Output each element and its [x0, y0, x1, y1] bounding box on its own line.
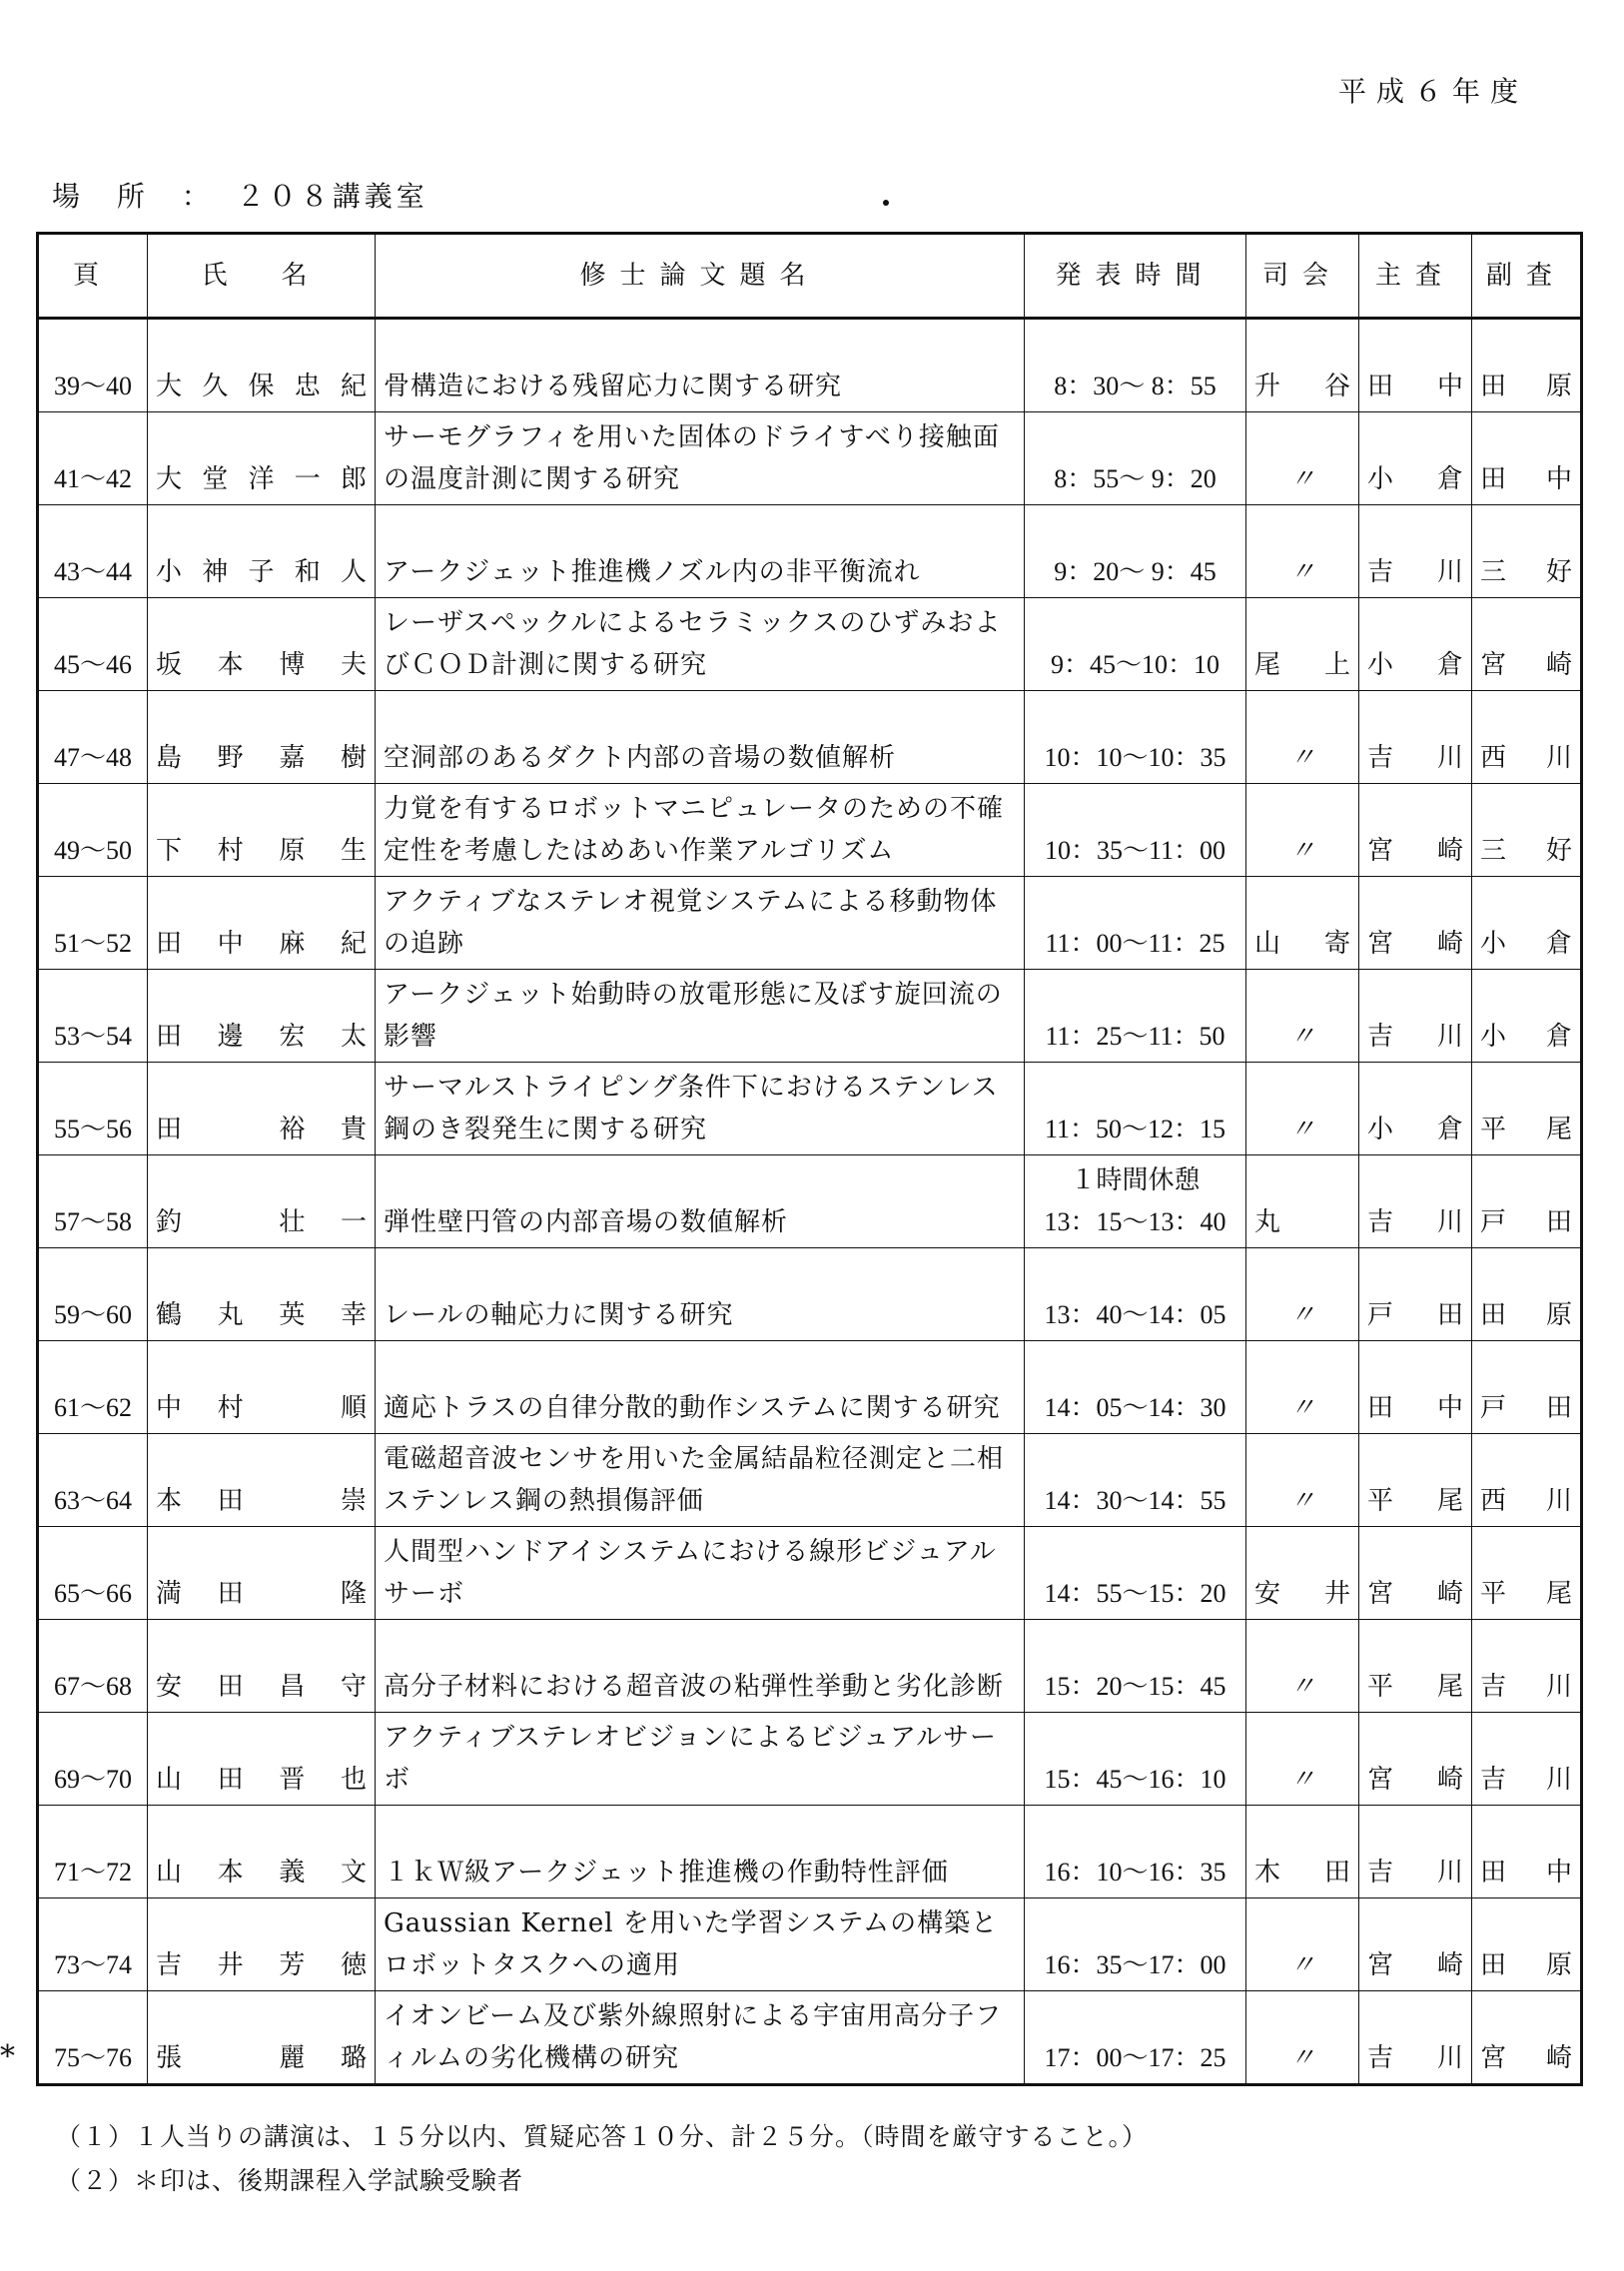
row-sub-examiner: 戸 田 [1472, 1341, 1582, 1434]
row-sub-examiner: 田 原 [1472, 1248, 1582, 1341]
table-row [38, 1434, 1582, 1527]
row-page-range: 53〜54 [38, 970, 148, 1063]
presentation-schedule-table [36, 232, 1583, 2086]
row-sub-examiner: 吉 川 [1472, 1713, 1582, 1806]
row-chief-examiner: 田 中 [1359, 1341, 1472, 1434]
table-row [38, 1806, 1582, 1898]
row-presentation-time [1025, 1620, 1246, 1713]
row-thesis-title: サーマルストライピング条件下におけるステンレス鋼のき裂発生に関する研究 [376, 1063, 1025, 1155]
row-chairperson: 丸 [1246, 1155, 1359, 1248]
row-presentation-time [1025, 1991, 1246, 2085]
row-sub-examiner: 田 中 [1472, 1806, 1582, 1898]
row-time-range: 8：30〜 8：55 [1054, 372, 1217, 400]
row-time-range: 16：10〜16：35 [1044, 1858, 1226, 1887]
row-sub-examiner: 田 中 [1472, 412, 1582, 505]
row-sub-examiner: 平 尾 [1472, 1063, 1582, 1155]
row-sub-examiner: 小 倉 [1472, 877, 1582, 970]
row-chairperson: 〃 [1246, 1063, 1359, 1155]
row-presentation-time [1025, 412, 1246, 505]
row-time-range: 10：35〜11：00 [1044, 836, 1226, 865]
row-thesis-title: サーモグラフィを用いた固体のドライすべり接触面の温度計測に関する研究 [376, 412, 1025, 505]
row-presentation-time [1025, 598, 1246, 691]
row-thesis-title: １ｋＷ級アークジェット推進機の作動特性評価 [376, 1806, 1025, 1898]
row-student-name: 満田 隆 [148, 1527, 376, 1620]
row-sub-examiner: 宮 崎 [1472, 1991, 1582, 2085]
row-time-note: １時間休憩 [1070, 1165, 1201, 1194]
row-page-range: 39〜40 [38, 319, 148, 412]
row-student-name: 島野嘉樹 [148, 691, 376, 784]
table-body [38, 319, 1582, 2085]
row-chairperson: 尾 上 [1246, 598, 1359, 691]
row-thesis-title: レールの軸応力に関する研究 [376, 1248, 1025, 1341]
row-time-range: 8：55〜 9：20 [1054, 464, 1217, 493]
row-page-range: 51〜52 [38, 877, 148, 970]
row-student-name: 小神子和人 [148, 505, 376, 598]
table-row [38, 505, 1582, 598]
row-chief-examiner: 田 中 [1359, 319, 1472, 412]
row-thesis-title: 適応トラスの自律分散的動作システムに関する研究 [376, 1341, 1025, 1434]
row-student-name: 大堂洋一郎 [148, 412, 376, 505]
row-chairperson: 〃 [1246, 1341, 1359, 1434]
row-time-range: 14：30〜14：55 [1044, 1486, 1226, 1515]
row-page-range: 59〜60 [38, 1248, 148, 1341]
row-time-range: 11：00〜11：25 [1045, 929, 1225, 958]
row-chairperson: 〃 [1246, 1620, 1359, 1713]
row-chairperson: 〃 [1246, 1248, 1359, 1341]
row-sub-examiner: 西 川 [1472, 691, 1582, 784]
row-presentation-time [1025, 1063, 1246, 1155]
row-page-range: 57〜58 [38, 1155, 148, 1248]
row-time-range: 10：10〜10：35 [1044, 743, 1226, 772]
row-thesis-title: アークジェット始動時の放電形態に及ぼす旋回流の影響 [376, 970, 1025, 1063]
table-row [38, 691, 1582, 784]
row-time-range: 14：05〜14：30 [1044, 1393, 1226, 1422]
row-thesis-title: アクティブなステレオ視覚システムによる移動物体の追跡 [376, 877, 1025, 970]
row-student-name: 田中麻紀 [148, 877, 376, 970]
row-time-range: 13：40〜14：05 [1044, 1300, 1226, 1329]
row-chief-examiner: 小 倉 [1359, 598, 1472, 691]
table-row [38, 1063, 1582, 1155]
table-row [38, 412, 1582, 505]
fiscal-year: 平成６年度 [1338, 75, 1529, 108]
row-page-range: 75〜76 [38, 1991, 148, 2085]
row-time-range: 11：25〜11：50 [1045, 1022, 1225, 1051]
row-sub-examiner: 戸 田 [1472, 1155, 1582, 1248]
footnote-2: （２）＊印は、後期課程入学試験受験者 [56, 2166, 524, 2195]
row-chief-examiner: 吉 川 [1359, 1806, 1472, 1898]
row-chief-examiner: 小 倉 [1359, 1063, 1472, 1155]
row-chairperson: 升 谷 [1246, 319, 1359, 412]
row-student-name: 本田 崇 [148, 1434, 376, 1527]
row-student-name: 吉井芳徳 [148, 1898, 376, 1991]
row-time-range: 16：35〜17：00 [1044, 1950, 1226, 1979]
row-chief-examiner: 宮 崎 [1359, 1898, 1472, 1991]
row-chief-examiner: 吉 川 [1359, 1155, 1472, 1248]
row-sub-examiner: 西 川 [1472, 1434, 1582, 1527]
row-chairperson: 〃 [1246, 1898, 1359, 1991]
row-chairperson: 山 寄 [1246, 877, 1359, 970]
row-presentation-time [1025, 691, 1246, 784]
row-student-name: 安田昌守 [148, 1620, 376, 1713]
row-thesis-title: 電磁超音波センサを用いた金属結晶粒径測定と二相ステンレス鋼の熱損傷評価 [376, 1434, 1025, 1527]
row-chief-examiner: 吉 川 [1359, 505, 1472, 598]
row-presentation-time [1025, 1434, 1246, 1527]
row-page-range: 55〜56 [38, 1063, 148, 1155]
table-row [38, 784, 1582, 877]
row-sub-examiner: 平 尾 [1472, 1527, 1582, 1620]
row-presentation-time [1025, 784, 1246, 877]
row-thesis-title: 骨構造における残留応力に関する研究 [376, 319, 1025, 412]
table-row [38, 1527, 1582, 1620]
row-presentation-time [1025, 1713, 1246, 1806]
row-time-range: 11：50〜12：15 [1044, 1115, 1226, 1143]
venue-line [52, 175, 428, 215]
row-chief-examiner: 吉 川 [1359, 1991, 1472, 2085]
row-student-name: 鶴丸英幸 [148, 1248, 376, 1341]
row-chief-examiner: 吉 川 [1359, 970, 1472, 1063]
row-chairperson: 〃 [1246, 970, 1359, 1063]
row-sub-examiner: 三 好 [1472, 505, 1582, 598]
row-student-name: 田邊宏太 [148, 970, 376, 1063]
row-time-range: 17：00〜17：25 [1044, 2043, 1226, 2072]
venue-label: 場 所 ： [52, 180, 224, 213]
table-row [38, 1341, 1582, 1434]
row-student-name: 下村原生 [148, 784, 376, 877]
row-sub-examiner: 田 原 [1472, 319, 1582, 412]
row-thesis-title: 空洞部のあるダクト内部の音場の数値解析 [376, 691, 1025, 784]
row-chief-examiner: 平 尾 [1359, 1620, 1472, 1713]
row-chairperson: 〃 [1246, 784, 1359, 877]
row-presentation-time [1025, 1898, 1246, 1991]
row-chief-examiner: 平 尾 [1359, 1434, 1472, 1527]
table-row [38, 598, 1582, 691]
header-chief-examiner: 主査 [1359, 234, 1472, 319]
header-chair: 司会 [1246, 234, 1359, 319]
row-page-range: 73〜74 [38, 1898, 148, 1991]
row-presentation-time [1025, 1341, 1246, 1434]
row-sub-examiner: 小 倉 [1472, 970, 1582, 1063]
row-time-range: 13：15〜13：40 [1044, 1207, 1226, 1236]
row-chairperson: 〃 [1246, 1713, 1359, 1806]
table-row [38, 1248, 1582, 1341]
row-chief-examiner: 宮 崎 [1359, 1713, 1472, 1806]
table-row [38, 877, 1582, 970]
row-thesis-title: アクティブステレオビジョンによるビジュアルサーボ [376, 1713, 1025, 1806]
row-thesis-title: イオンビーム及び紫外線照射による宇宙用高分子フィルムの劣化機構の研究 [376, 1991, 1025, 2085]
row-chief-examiner: 吉 川 [1359, 691, 1472, 784]
row-student-name: 中村 順 [148, 1341, 376, 1434]
row-student-name: 田 裕貴 [148, 1063, 376, 1155]
row-student-name: 大久保忠紀 [148, 319, 376, 412]
row-thesis-title: Gaussian Kernel を用いた学習システムの構築とロボットタスクへの適用 [376, 1898, 1025, 1991]
header-time: 発表時間 [1025, 234, 1246, 319]
row-page-range: 61〜62 [38, 1341, 148, 1434]
row-time-range: 15：45〜16：10 [1044, 1765, 1226, 1794]
row-student-name: 坂本博夫 [148, 598, 376, 691]
row-page-range: 71〜72 [38, 1806, 148, 1898]
row-thesis-title: 人間型ハンドアイシステムにおける線形ビジュアルサーボ [376, 1527, 1025, 1620]
row-sub-examiner: 三 好 [1472, 784, 1582, 877]
row-chairperson: 〃 [1246, 505, 1359, 598]
row-thesis-title: 弾性壁円管の内部音場の数値解析 [376, 1155, 1025, 1248]
venue-value: ２０８講義室 [236, 180, 428, 213]
row-student-name: 釣 壮一 [148, 1155, 376, 1248]
row-time-range: 15：20〜15：45 [1044, 1672, 1226, 1701]
row-thesis-title: アークジェット推進機ノズル内の非平衡流れ [376, 505, 1025, 598]
row-chairperson: 安 井 [1246, 1527, 1359, 1620]
row-presentation-time [1025, 877, 1246, 970]
row-sub-examiner: 宮 崎 [1472, 598, 1582, 691]
exam-candidate-mark: * [0, 2038, 15, 2074]
table-row [38, 1620, 1582, 1713]
row-thesis-title: レーザスペックルによるセラミックスのひずみおよびＣＯＤ計測に関する研究 [376, 598, 1025, 691]
row-time-range: 14：55〜15：20 [1044, 1579, 1226, 1608]
table-row [38, 1991, 1582, 2085]
row-thesis-title: 力覚を有するロボットマニピュレータのための不確定性を考慮したはめあい作業アルゴリズム [376, 784, 1025, 877]
row-presentation-time [1025, 1155, 1246, 1248]
row-page-range: 63〜64 [38, 1434, 148, 1527]
row-student-name: 張 麗璐 [148, 1991, 376, 2085]
row-time-range: 9：20〜 9：45 [1054, 557, 1217, 586]
table-row [38, 1898, 1582, 1991]
row-chairperson: 〃 [1246, 1434, 1359, 1527]
row-sub-examiner: 吉 川 [1472, 1620, 1582, 1713]
row-chief-examiner: 宮 崎 [1359, 877, 1472, 970]
row-presentation-time [1025, 970, 1246, 1063]
header-title: 修士論文題名 [376, 234, 1025, 319]
row-presentation-time [1025, 1248, 1246, 1341]
table-row [38, 319, 1582, 412]
row-page-range: 69〜70 [38, 1713, 148, 1806]
scan-dot [883, 200, 889, 206]
row-presentation-time [1025, 505, 1246, 598]
row-student-name: 山本義文 [148, 1806, 376, 1898]
row-page-range: 47〜48 [38, 691, 148, 784]
header-sub-examiner: 副査 [1472, 234, 1582, 319]
footnote-1: （１）１人当りの講演は、１５分以内、質疑応答１０分、計２５分。（時間を厳守すること。） [56, 2122, 1149, 2151]
row-page-range: 49〜50 [38, 784, 148, 877]
row-time-range: 9：45〜10：10 [1050, 650, 1219, 679]
row-page-range: 45〜46 [38, 598, 148, 691]
row-page-range: 65〜66 [38, 1527, 148, 1620]
table-header-row [38, 234, 1582, 319]
row-chief-examiner: 宮 崎 [1359, 784, 1472, 877]
table-row [38, 1155, 1582, 1248]
row-page-range: 43〜44 [38, 505, 148, 598]
row-student-name: 山田晋也 [148, 1713, 376, 1806]
row-page-range: 41〜42 [38, 412, 148, 505]
row-chairperson: 〃 [1246, 412, 1359, 505]
row-chief-examiner: 戸 田 [1359, 1248, 1472, 1341]
table-row [38, 1713, 1582, 1806]
header-name: 氏 名 [148, 234, 376, 319]
row-sub-examiner: 田 原 [1472, 1898, 1582, 1991]
header-page: 頁 [38, 234, 148, 319]
row-chairperson: 木 田 [1246, 1806, 1359, 1898]
row-page-range: 67〜68 [38, 1620, 148, 1713]
row-chief-examiner: 小 倉 [1359, 412, 1472, 505]
row-chairperson: 〃 [1246, 1991, 1359, 2085]
table-row [38, 970, 1582, 1063]
footnotes [56, 2115, 1148, 2203]
row-presentation-time [1025, 1527, 1246, 1620]
row-presentation-time [1025, 319, 1246, 412]
row-chairperson: 〃 [1246, 691, 1359, 784]
row-chief-examiner: 宮 崎 [1359, 1527, 1472, 1620]
row-thesis-title: 高分子材料における超音波の粘弾性挙動と劣化診断 [376, 1620, 1025, 1713]
row-presentation-time [1025, 1806, 1246, 1898]
